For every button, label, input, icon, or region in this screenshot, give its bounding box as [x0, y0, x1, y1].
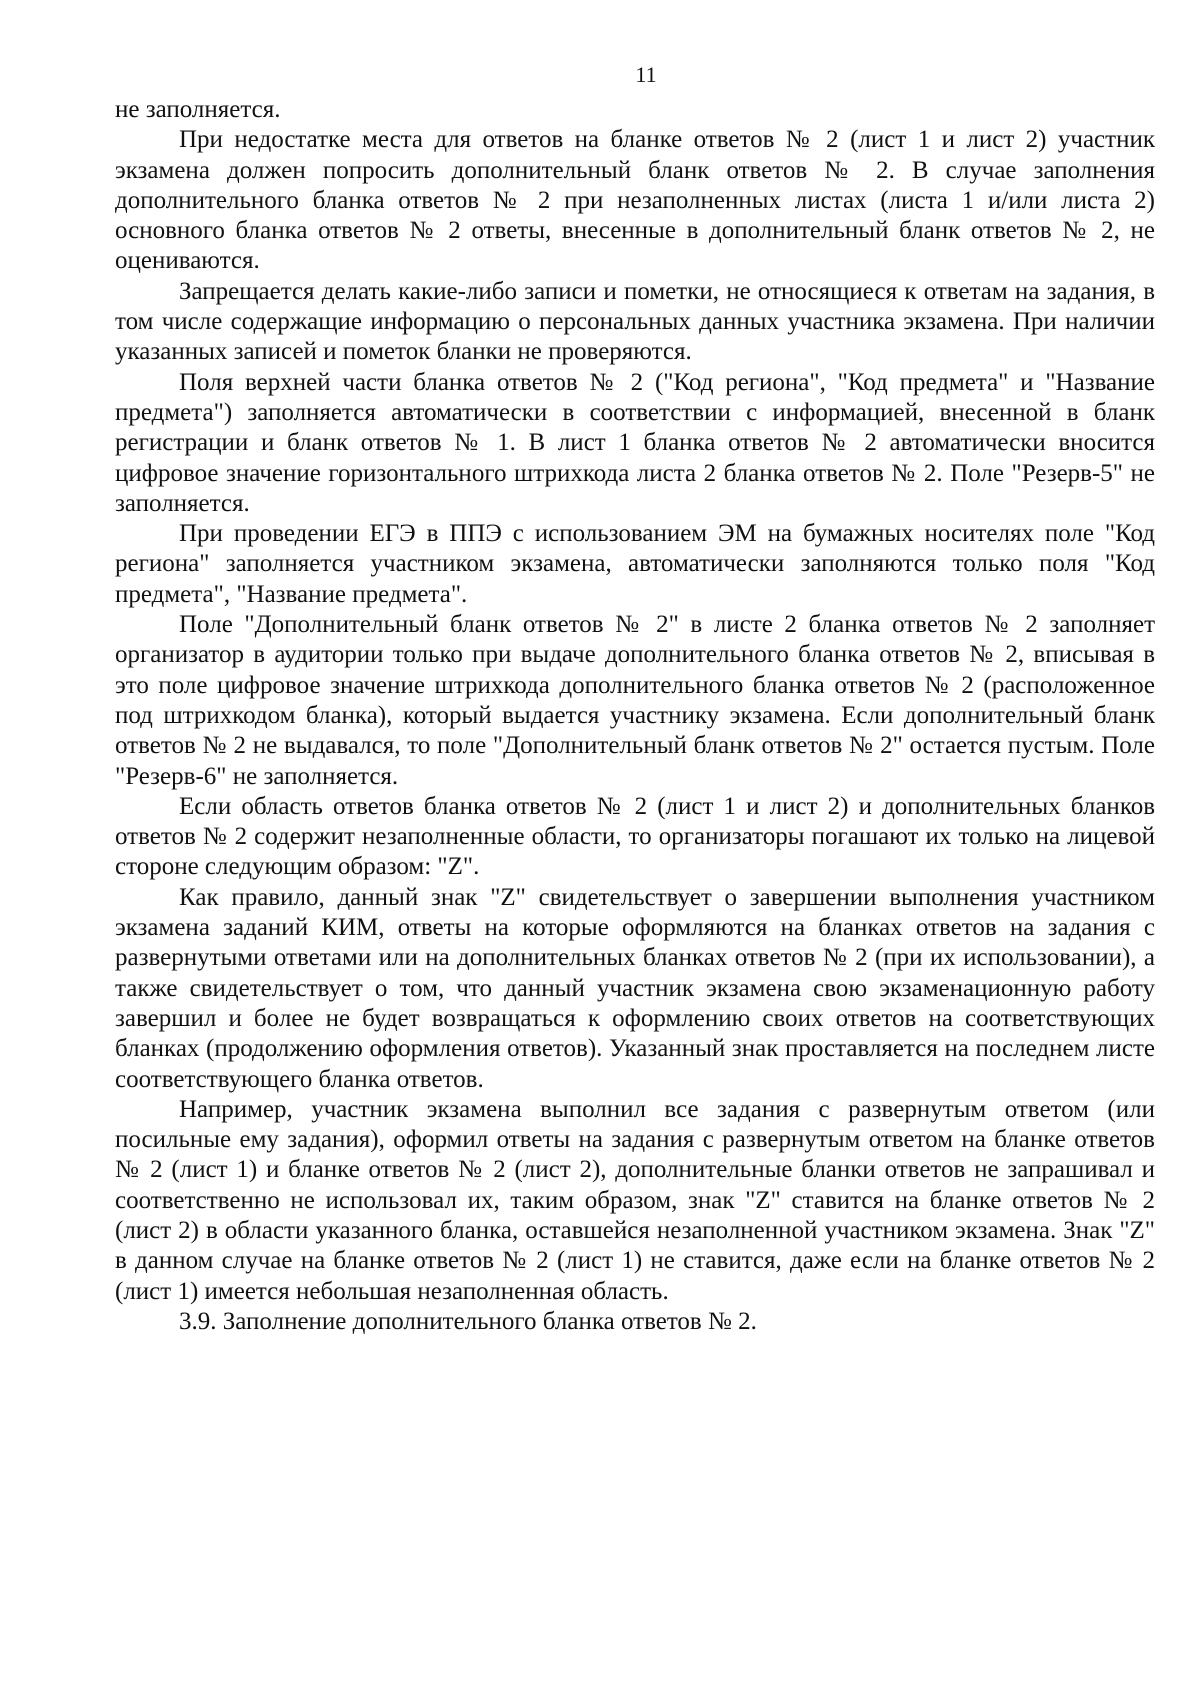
- paragraph-example: Например, участник экзамена выполнил все задания с развернутым ответом (или посильные ему задания), оформил ответы на задания с развернутым ответом на бланке ответов № 2 (лист 1) и бланке ответов № 2 (лист 2), дополнительные бланки ответов не запрашивал и соответственно не использовал их, таким образом, знак "Z" ставится на бланке ответов № 2 (лист 2) в области указанного бланка, оставшейся незаполненной участником экзамена. Знак "Z" в данном случае на бланке ответов № 2 (лист 1) не ставится, даже если на бланке ответов № 2 (лист 1) имеется небольшая незаполненная область.: [115, 1095, 1155, 1305]
- paragraph-top-fields: Поля верхней части бланка ответов № 2 ("Код региона", "Код предмета" и "Название предмета") заполняется автоматически в соответствии с информацией, внесенной в бланк регистрации и бланк ответов № 1. В лист 1 бланка ответов № 2 автоматически вносится цифровое значение горизонтального штрихкода листа 2 бланка ответов № 2. Поле "Резерв-5" не заполняется.: [115, 368, 1155, 517]
- paragraph-prohibited-marks: Запрещается делать какие-либо записи и пометки, не относящиеся к ответам на задания, в том числе содержащие информацию о персональных данных участника экзамена. При наличии указанных записей и пометок бланки не проверяются.: [115, 277, 1155, 366]
- paragraph-additional-form: При недостатке места для ответов на бланке ответов № 2 (лист 1 и лист 2) участник экзамена должен попросить дополнительный бланк ответов № 2. В случае заполнения дополнительного бланка ответов № 2 при незаполненных листах (листа 1 и/или листа 2) основного бланка ответов № 2 ответы, внесенные в дополнительный бланк ответов № 2, не оцениваются.: [115, 126, 1155, 275]
- paragraph-empty-areas: Если область ответов бланка ответов № 2 (лист 1 и лист 2) и дополнительных бланков ответов № 2 содержит незаполненные области, то организаторы погашают их только на лицевой стороне следующим образом: "Z".: [115, 792, 1155, 881]
- paragraph-z-sign-meaning: Как правило, данный знак "Z" свидетельствует о завершении выполнения участником экзамена заданий КИМ, ответы на которые оформляются на бланках ответов на задания с развернутыми ответами или на дополнительных бланках ответов № 2 (при их использовании), а также свидетельствует о том, что данный участник экзамена свою экзаменационную работу завершил и более не будет возвращаться к оформлению своих ответов на соответствующих бланках (продолжению оформления ответов). Указанный знак проставляется на последнем листе соответствующего бланка ответов.: [115, 883, 1155, 1093]
- page-number: 11: [635, 62, 657, 87]
- document-page: [115, 60, 1155, 1337]
- paragraph-continuation: не заполняется.: [115, 96, 281, 123]
- section-heading-3-9: 3.9. Заполнение дополнительного бланка ответов № 2.: [179, 1307, 757, 1335]
- paragraph-paper-materials: При проведении ЕГЭ в ППЭ с использованием ЭМ на бумажных носителях поле "Код региона" заполняется участником экзамена, автоматически заполняются только поля "Код предмета", "Название предмета".: [115, 520, 1155, 608]
- paragraph-additional-form-field: Поле "Дополнительный бланк ответов № 2" в листе 2 бланка ответов № 2 заполняет организатор в аудитории только при выдаче дополнительного бланка ответов № 2, вписывая в это поле цифровое значение штрихкода дополнительного бланка ответов № 2 (расположенное под штрихкодом бланка), который выдается участнику экзамена. Если дополнительный бланк ответов № 2 не выдавался, то поле "Дополнительный бланк ответов № 2" остается пустым. Поле "Резерв-6" не заполняется.: [115, 611, 1155, 790]
